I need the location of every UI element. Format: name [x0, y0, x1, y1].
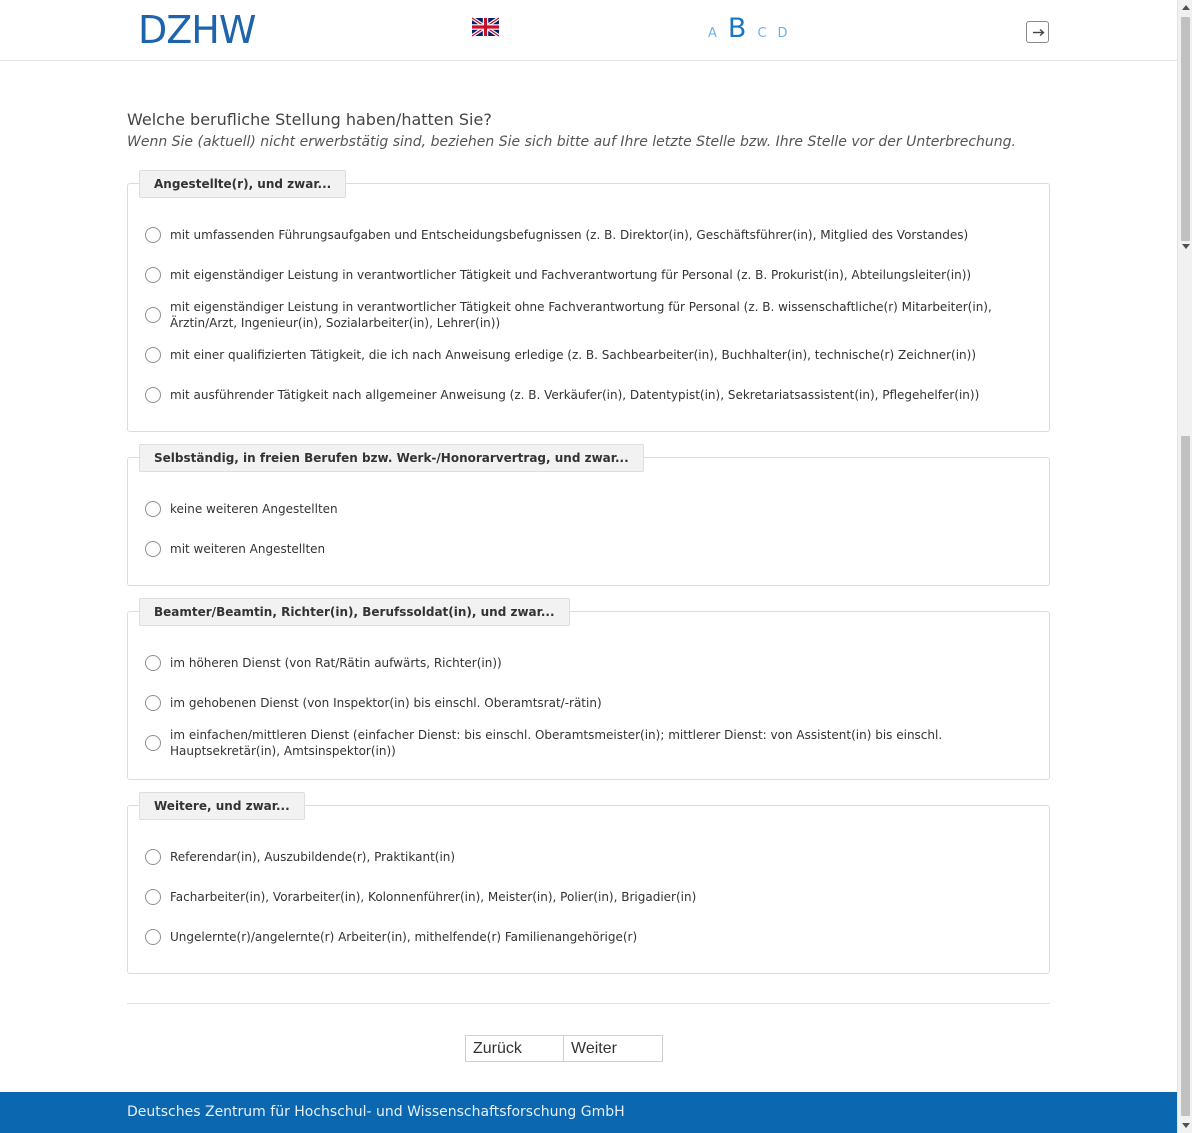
option-label: Facharbeiter(in), Vorarbeiter(in), Kolonnenführer(in), Meister(in), Polier(in), Brigadier(in)	[170, 890, 697, 904]
divider	[127, 1003, 1050, 1004]
group-selbstaendig	[127, 451, 1050, 586]
radio-button[interactable]	[145, 655, 161, 671]
radio-button[interactable]	[145, 541, 161, 557]
logout-button[interactable]	[1026, 21, 1049, 43]
font-size-selector	[708, 12, 788, 42]
group-legend: Angestellte(r), und zwar...	[139, 170, 346, 198]
radio-button[interactable]	[145, 307, 161, 323]
logout-icon	[1030, 27, 1046, 38]
option-label: mit weiteren Angestellten	[170, 542, 326, 556]
navigation-buttons	[465, 1035, 663, 1062]
option-qualifizierte-taetigkeit[interactable]	[145, 347, 1025, 363]
option-ohne-fachverantwortung[interactable]	[145, 299, 1025, 331]
option-label: mit ausführender Tätigkeit nach allgemeiner Anweisung (z. B. Verkäufer(in), Datentypist(in), Sekretariatsassistent(in), Pflegehelfer(in))	[170, 388, 980, 402]
option-label: Referendar(in), Auszubildende(r), Praktikant(in)	[170, 850, 456, 864]
group-beamte	[127, 605, 1050, 780]
radio-button[interactable]	[145, 501, 161, 517]
option-label-line2: Ärztin/Arzt, Ingenieur(in), Sozialarbeiter(in), Lehrer(in))	[170, 316, 501, 330]
option-label-line1: im einfachen/mittleren Dienst (einfacher Dienst: bis einschl. Oberamtsmeister(in); mittlerer Dienst: von Assistent(in) bis einschl.	[170, 728, 943, 742]
footer	[0, 1092, 1177, 1133]
option-label: keine weiteren Angestellten	[170, 502, 338, 516]
option-label	[170, 299, 992, 331]
option-facharbeiter[interactable]	[145, 889, 1025, 905]
option-gehobener-dienst[interactable]	[145, 695, 1025, 711]
group-legend: Selbständig, in freien Berufen bzw. Werk-/Honorarvertrag, und zwar...	[139, 444, 644, 472]
radio-button[interactable]	[145, 227, 161, 243]
uk-flag-icon[interactable]	[472, 17, 499, 37]
option-label: Ungelernte(r)/angelernte(r) Arbeiter(in), mithelfende(r) Familienangehörige(r)	[170, 930, 638, 944]
scrollbar[interactable]	[1177, 0, 1192, 1133]
footer-text: Deutsches Zentrum für Hochschul- und Wissenschaftsforschung GmbH	[127, 1104, 625, 1120]
option-label	[170, 727, 942, 759]
back-button[interactable]: Zurück	[465, 1035, 564, 1062]
option-keine-angestellten[interactable]	[145, 501, 1025, 517]
option-label: im gehobenen Dienst (von Inspektor(in) bis einschl. Oberamtsrat/-rätin)	[170, 696, 602, 710]
question-instruction: Wenn Sie (aktuell) nicht erwerbstätig sind, beziehen Sie sich bitte auf Ihre letzte Stelle bzw. Ihre Stelle vor der Unterbrechung.	[127, 134, 1016, 150]
option-label-line1: mit eigenständiger Leistung in verantwortlicher Tätigkeit ohne Fachverantwortung für Personal (z. B. wissenschaftliche(r) Mitarbeiter(in),	[170, 300, 992, 314]
scroll-up-arrow-icon[interactable]	[1178, 0, 1192, 15]
font-size-c[interactable]: C	[757, 26, 767, 41]
scroll-down-arrow-icon[interactable]	[1178, 1118, 1192, 1133]
group-weitere	[127, 799, 1050, 974]
radio-button[interactable]	[145, 929, 161, 945]
radio-button[interactable]	[145, 735, 161, 751]
logo-text: DZHW	[138, 8, 256, 52]
question-title: Welche berufliche Stellung haben/hatten Sie?	[127, 110, 492, 129]
group-angestellte	[127, 177, 1050, 432]
option-weitere-angestellte[interactable]	[145, 541, 1025, 557]
scrollbar-thumb[interactable]	[1181, 17, 1190, 241]
header	[0, 0, 1177, 61]
option-ausfuehrende-taetigkeit[interactable]	[145, 387, 1025, 403]
option-ungelernte[interactable]	[145, 929, 1025, 945]
option-fuehrungsaufgaben[interactable]	[145, 227, 1025, 243]
radio-button[interactable]	[145, 347, 161, 363]
radio-button[interactable]	[145, 387, 161, 403]
group-legend: Weitere, und zwar...	[139, 792, 305, 820]
dzhw-logo[interactable]	[138, 10, 255, 50]
scrollbar-thumb-lower[interactable]	[1181, 436, 1190, 1116]
group-legend: Beamter/Beamtin, Richter(in), Berufssoldat(in), und zwar...	[139, 598, 570, 626]
font-size-d[interactable]: D	[777, 26, 788, 41]
font-size-b[interactable]: B	[727, 13, 747, 44]
option-label-line2: Hauptsekretär(in), Amtsinspektor(in))	[170, 744, 396, 758]
option-label: mit einer qualifizierten Tätigkeit, die ich nach Anweisung erledige (z. B. Sachbearbeiter(in), Buchhalter(in), technische(r) Zeichner(in))	[170, 348, 977, 362]
option-hoeherer-dienst[interactable]	[145, 655, 1025, 671]
next-button[interactable]: Weiter	[564, 1035, 663, 1062]
option-fachverantwortung-personal[interactable]	[145, 267, 1025, 283]
radio-button[interactable]	[145, 267, 161, 283]
scroll-mid-arrow-icon	[1182, 244, 1190, 249]
option-label: mit umfassenden Führungsaufgaben und Entscheidungsbefugnissen (z. B. Direktor(in), Geschäftsführer(in), Mitglied des Vorstandes)	[170, 228, 969, 242]
option-einfacher-mittlerer-dienst[interactable]	[145, 727, 1025, 759]
radio-button[interactable]	[145, 849, 161, 865]
option-label: mit eigenständiger Leistung in verantwortlicher Tätigkeit und Fachverantwortung für Personal (z. B. Prokurist(in), Abteilungsleiter(in))	[170, 268, 972, 282]
font-size-a[interactable]: A	[708, 26, 717, 41]
radio-button[interactable]	[145, 889, 161, 905]
option-referendar[interactable]	[145, 849, 1025, 865]
option-label: im höheren Dienst (von Rat/Rätin aufwärts, Richter(in))	[170, 656, 502, 670]
radio-button[interactable]	[145, 695, 161, 711]
